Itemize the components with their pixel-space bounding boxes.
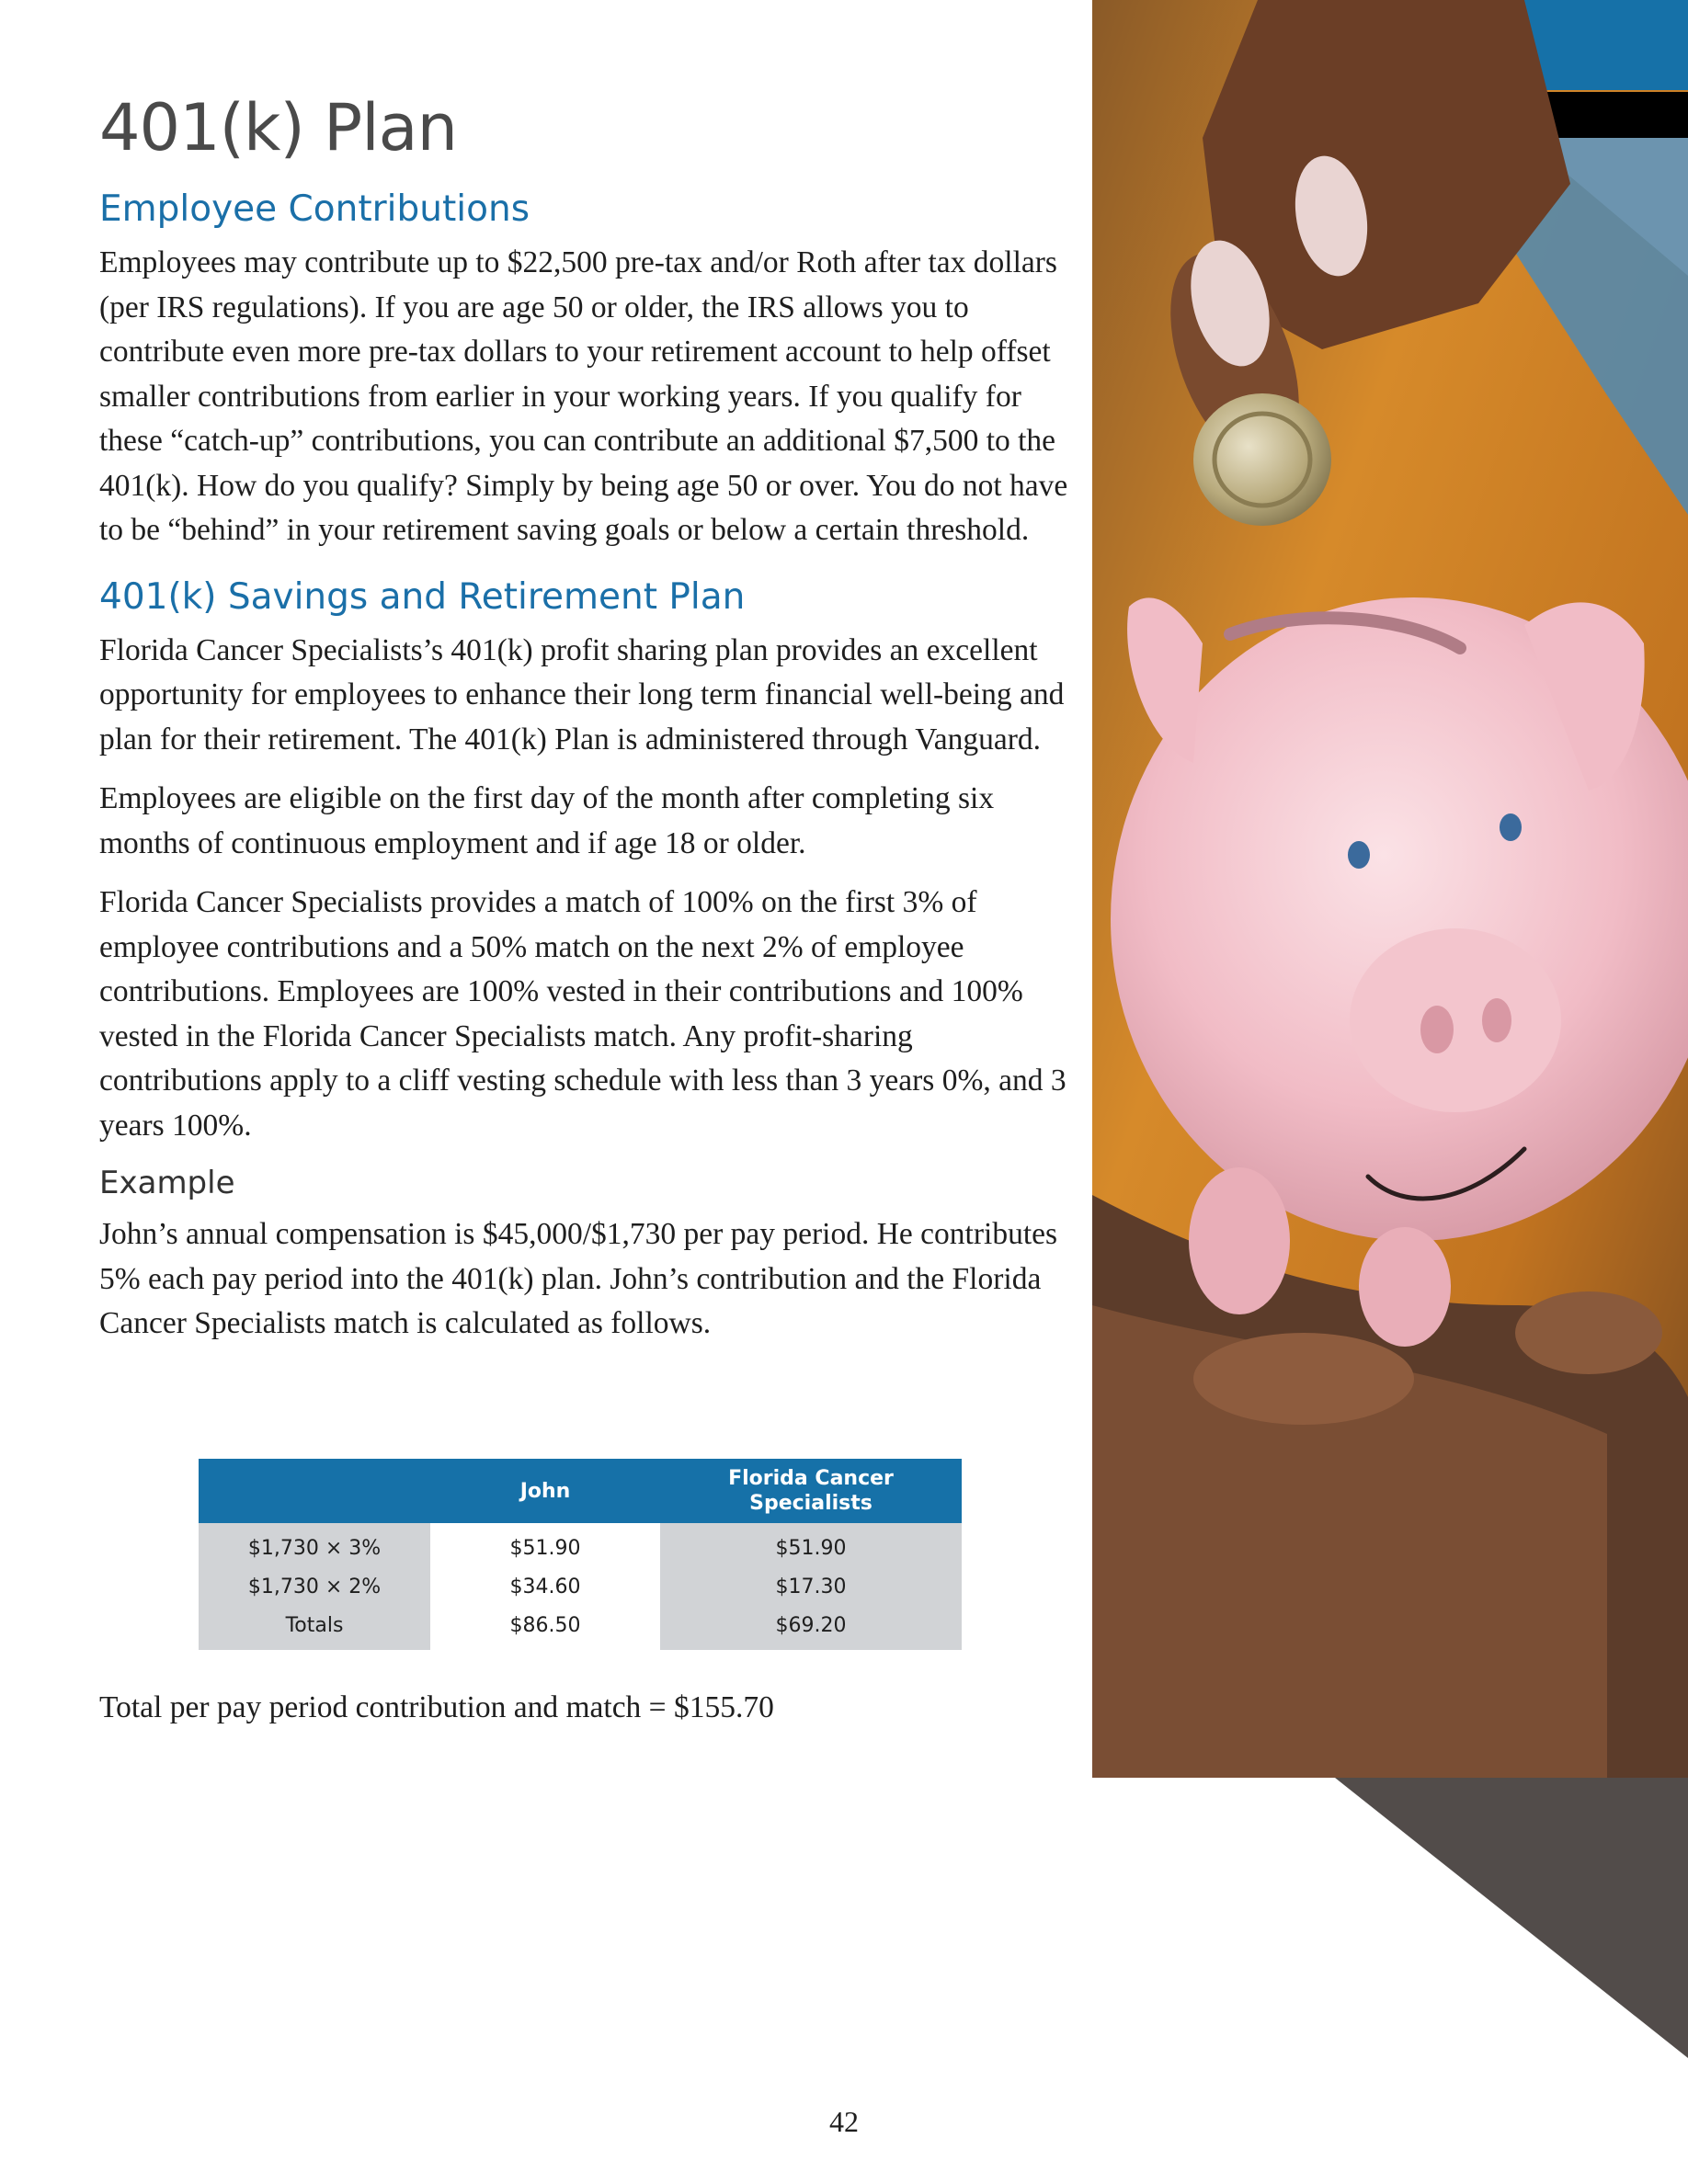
table-row bbox=[199, 1606, 962, 1650]
table-cell: $51.90 bbox=[430, 1523, 660, 1567]
table-cell: $1,730 × 3% bbox=[199, 1523, 430, 1567]
table-cell: $17.30 bbox=[660, 1567, 962, 1606]
total-contribution-line: Total per pay period contribution and match = $155.70 bbox=[99, 1690, 774, 1724]
savings-plan-paragraph-1: Florida Cancer Specialists’s 401(k) profit sharing plan provides an excellent opportunity for employees to enhance their long term financial well-being and plan for their retirement. The 401(k) Plan is administered through Vanguard. bbox=[99, 632, 1065, 756]
page-number: 42 bbox=[829, 2105, 859, 2138]
table-header-row bbox=[199, 1459, 962, 1523]
example-table-container bbox=[199, 1459, 962, 1650]
table-cell: $1,730 × 2% bbox=[199, 1567, 430, 1606]
table-header-cell: John bbox=[430, 1459, 660, 1523]
table-row bbox=[199, 1523, 962, 1567]
savings-plan-heading: 401(k) Savings and Retirement Plan bbox=[99, 575, 746, 618]
table-cell: $34.60 bbox=[430, 1567, 660, 1606]
text-column bbox=[99, 88, 1074, 1361]
savings-plan-paragraph-3: Florida Cancer Specialists provides a match of 100% on the first 3% of employee contributions and a 50% match on the next 2% of employee contributions. Employees are 100% vested in their contributions and 100% vested in the Florida Cancer Specialists match. Any profit-sharing contributions apply to a cliff vesting schedule with less than 3 years 0%, and 3 years 100%. bbox=[99, 885, 1066, 1143]
piggy-bank-photo-icon bbox=[1092, 0, 1688, 1778]
example-heading: Example bbox=[99, 1165, 235, 1201]
table-cell: $69.20 bbox=[660, 1606, 962, 1650]
savings-plan-paragraph-2: Employees are eligible on the first day of the month after completing six months of continuous employment and if age 18 or older. bbox=[99, 781, 995, 860]
table-cell: $51.90 bbox=[660, 1523, 962, 1567]
employee-contributions-heading: Employee Contributions bbox=[99, 188, 530, 230]
example-paragraph: John’s annual compensation is $45,000/$1,730 per pay period. He contributes 5% each pay period into the 401(k) plan. John’s contribution and the Florida Cancer Specialists match is calculated as follows. bbox=[99, 1217, 1058, 1340]
table-cell: Totals bbox=[199, 1606, 430, 1650]
table-cell: $86.50 bbox=[430, 1606, 660, 1650]
table-header-cell bbox=[199, 1459, 430, 1523]
employee-contributions-paragraph: Employees may contribute up to $22,500 pre-tax and/or Roth after tax dollars (per IRS regulations). If you are age 50 or older, the IRS allows you to contribute even more pre-tax dollars to your retirement account to help offset smaller contributions from earlier in your working years. If you qualify for these “catch-up” contributions, you can contribute an additional $7,500 to the 401(k). How do you qualify? Simply by being age 50 or over. You do not have to be “behind” in your retirement saving goals or below a certain threshold. bbox=[99, 245, 1068, 547]
example-table bbox=[199, 1459, 962, 1650]
page-title: 401(k) Plan bbox=[99, 90, 457, 165]
table-header-cell: Florida Cancer Specialists bbox=[660, 1459, 962, 1523]
table-row bbox=[199, 1567, 962, 1606]
